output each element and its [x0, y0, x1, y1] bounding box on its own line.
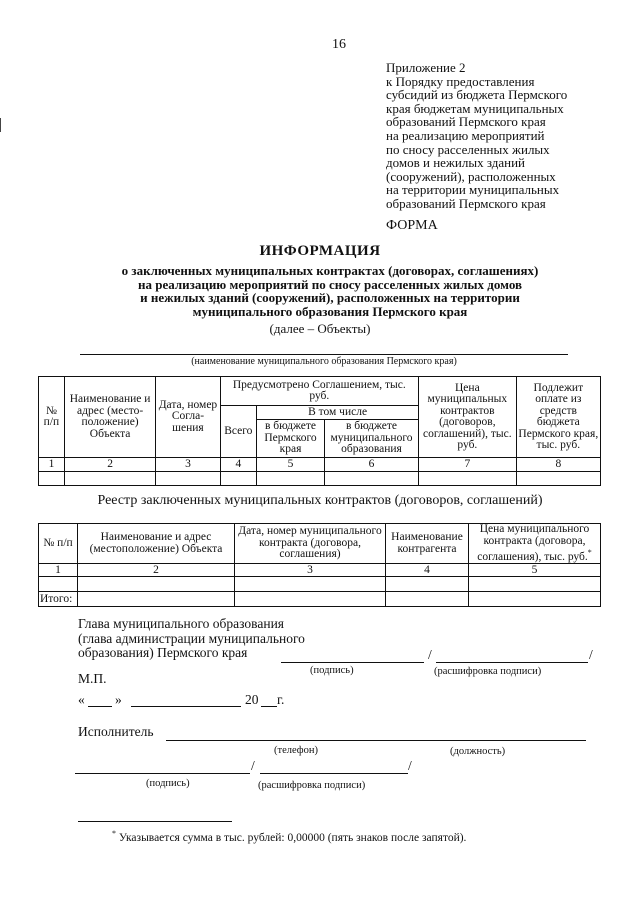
year-prefix: 20 [245, 692, 259, 707]
empty-cell[interactable] [235, 577, 386, 592]
slash: / [251, 758, 255, 773]
decode-caption: (расшифровка подписи) [434, 666, 542, 677]
footnote-mark: * [112, 829, 116, 838]
index-cell: 1 [39, 458, 65, 472]
empty-cell[interactable] [220, 472, 257, 486]
document-title: ИНФОРМАЦИЯ [259, 243, 381, 259]
subtitle-note: (далее – Объекты) [269, 321, 371, 336]
slash: / [408, 758, 412, 773]
header-payable: Подлежит оплате из средств бюджета Пермского края, тыс. руб. [516, 377, 600, 458]
empty-cell[interactable] [78, 592, 235, 607]
header-total: Всего [220, 406, 257, 458]
empty-cell[interactable] [78, 577, 235, 592]
index-cell: 5 [257, 458, 325, 472]
header-num: № п/п [39, 377, 65, 458]
empty-cell[interactable] [257, 472, 325, 486]
appendix-line: образований Пермского края [386, 195, 546, 211]
year-suffix: г. [277, 692, 285, 707]
date-close-quote: » [115, 692, 122, 707]
year-input-line[interactable] [261, 706, 277, 707]
header-price-text: Цена муниципального контракта (договора, соглашения), тыс. руб. [477, 523, 590, 563]
subtitle-line: и нежилых зданий (сооружений), расположенных на территории [140, 290, 520, 305]
stamp-place-label: М.П. [78, 671, 107, 686]
subtitle-line: муниципального образования Пермского края [192, 303, 468, 319]
header-num: № п/п [39, 524, 78, 564]
footnote-text: Указывается сумма в тыс. рублей: 0,00000 (пять знаков после запятой). [118, 831, 467, 844]
index-cell: 6 [324, 458, 418, 472]
form-label: ФОРМА [386, 218, 438, 233]
head-line: Глава муниципального образования [78, 616, 285, 631]
objects-table [38, 376, 601, 486]
empty-cell[interactable] [156, 472, 220, 486]
municipality-caption: (наименование муниципального образования Пермского края) [191, 356, 457, 367]
appendix-line: края бюджетам муниципальных [386, 100, 564, 116]
appendix-header [386, 61, 626, 211]
index-cell: 8 [516, 458, 600, 472]
index-cell: 1 [39, 564, 78, 577]
document-subtitle [60, 264, 600, 318]
appendix-line: к Порядку предоставления [386, 73, 535, 89]
empty-cell[interactable] [419, 472, 517, 486]
appendix-line: на территории муниципальных [386, 182, 560, 198]
subtitle-line: на реализацию мероприятий по сносу расселенных жилых домов [137, 276, 523, 292]
appendix-line: субсидий из бюджета Пермского [386, 87, 568, 103]
appendix-line: по сносу расселенных жилых [386, 141, 550, 157]
slash: / [589, 647, 593, 662]
appendix-line: (сооружений), расположенных [386, 168, 556, 184]
empty-cell[interactable] [516, 472, 600, 486]
month-input-line[interactable] [131, 706, 241, 707]
sign-caption: (подпись) [310, 665, 354, 676]
index-cell: 4 [220, 458, 257, 472]
index-cell: 2 [64, 458, 155, 472]
header-contract-date: Дата, номер муниципального контракта (договора, соглашения) [235, 524, 386, 564]
header-planned: Предусмотрено Соглашением, тыс. руб. [220, 377, 418, 406]
footnote [112, 829, 466, 844]
empty-cell[interactable] [386, 577, 469, 592]
appendix-line: образований Пермского края [386, 114, 546, 130]
registry-table [38, 523, 601, 607]
header-counterparty: Наименование контрагента [386, 524, 469, 564]
header-regional-budget: в бюджете Пермского края [257, 420, 325, 458]
head-decode-line[interactable] [436, 662, 588, 663]
sign-caption-2: (подпись) [146, 778, 190, 789]
empty-cell[interactable] [64, 472, 155, 486]
header-contract-price: Цена муниципальных контрактов (договоров, соглашений), тыс. руб. [419, 377, 517, 458]
executor-label: Исполнитель [78, 724, 154, 739]
appendix-line: на реализацию мероприятий [386, 127, 545, 143]
index-cell: 5 [469, 564, 601, 577]
total-label: Итого: [39, 592, 78, 607]
municipality-fill-line[interactable] [80, 354, 568, 355]
header-contract-price [469, 524, 601, 564]
index-cell: 2 [78, 564, 235, 577]
appendix-line: Приложение 2 [386, 60, 466, 75]
empty-cell[interactable] [39, 472, 65, 486]
executor-line[interactable] [166, 740, 586, 741]
subtitle-line: о заключенных муниципальных контрактах (договорах, соглашениях) [121, 263, 539, 278]
executor-decode-line[interactable] [260, 773, 408, 774]
day-input-line[interactable] [88, 706, 112, 707]
slash: / [428, 647, 432, 662]
empty-cell[interactable] [469, 577, 601, 592]
empty-cell[interactable] [386, 592, 469, 607]
date-open-quote: « [78, 692, 85, 707]
header-object-name: Наименование и адрес (место-положение) Объекта [64, 377, 155, 458]
empty-cell[interactable] [324, 472, 418, 486]
empty-cell[interactable] [39, 577, 78, 592]
index-cell: 3 [235, 564, 386, 577]
appendix-line: домов и нежилых зданий [386, 155, 525, 171]
scan-margin-mark [0, 118, 1, 132]
position-caption: (должность) [450, 746, 506, 757]
header-agreement-date: Дата, номер Согла-шения [156, 377, 220, 458]
header-including: В том числе [257, 406, 419, 420]
empty-cell[interactable] [469, 592, 601, 607]
footnote-separator [78, 821, 232, 822]
registry-title: Реестр заключенных муниципальных контрактов (договоров, соглашений) [97, 493, 543, 508]
head-line: образования) Пермского края [78, 645, 248, 660]
empty-cell[interactable] [235, 592, 386, 607]
decode-caption-2: (расшифровка подписи) [258, 780, 366, 791]
head-signature-label [78, 617, 305, 661]
index-cell: 4 [386, 564, 469, 577]
header-municipal-budget: в бюджете муниципального образования [324, 420, 418, 458]
executor-sign-line[interactable] [75, 773, 250, 774]
index-cell: 3 [156, 458, 220, 472]
header-object-name: Наименование и адрес (местоположение) Объекта [78, 524, 235, 564]
footnote-mark: * [587, 548, 592, 557]
index-cell: 7 [419, 458, 517, 472]
page-number: 16 [332, 37, 346, 52]
head-line: (глава администрации муниципального [78, 630, 305, 646]
head-signature-line[interactable] [281, 662, 424, 663]
phone-caption: (телефон) [274, 745, 318, 756]
